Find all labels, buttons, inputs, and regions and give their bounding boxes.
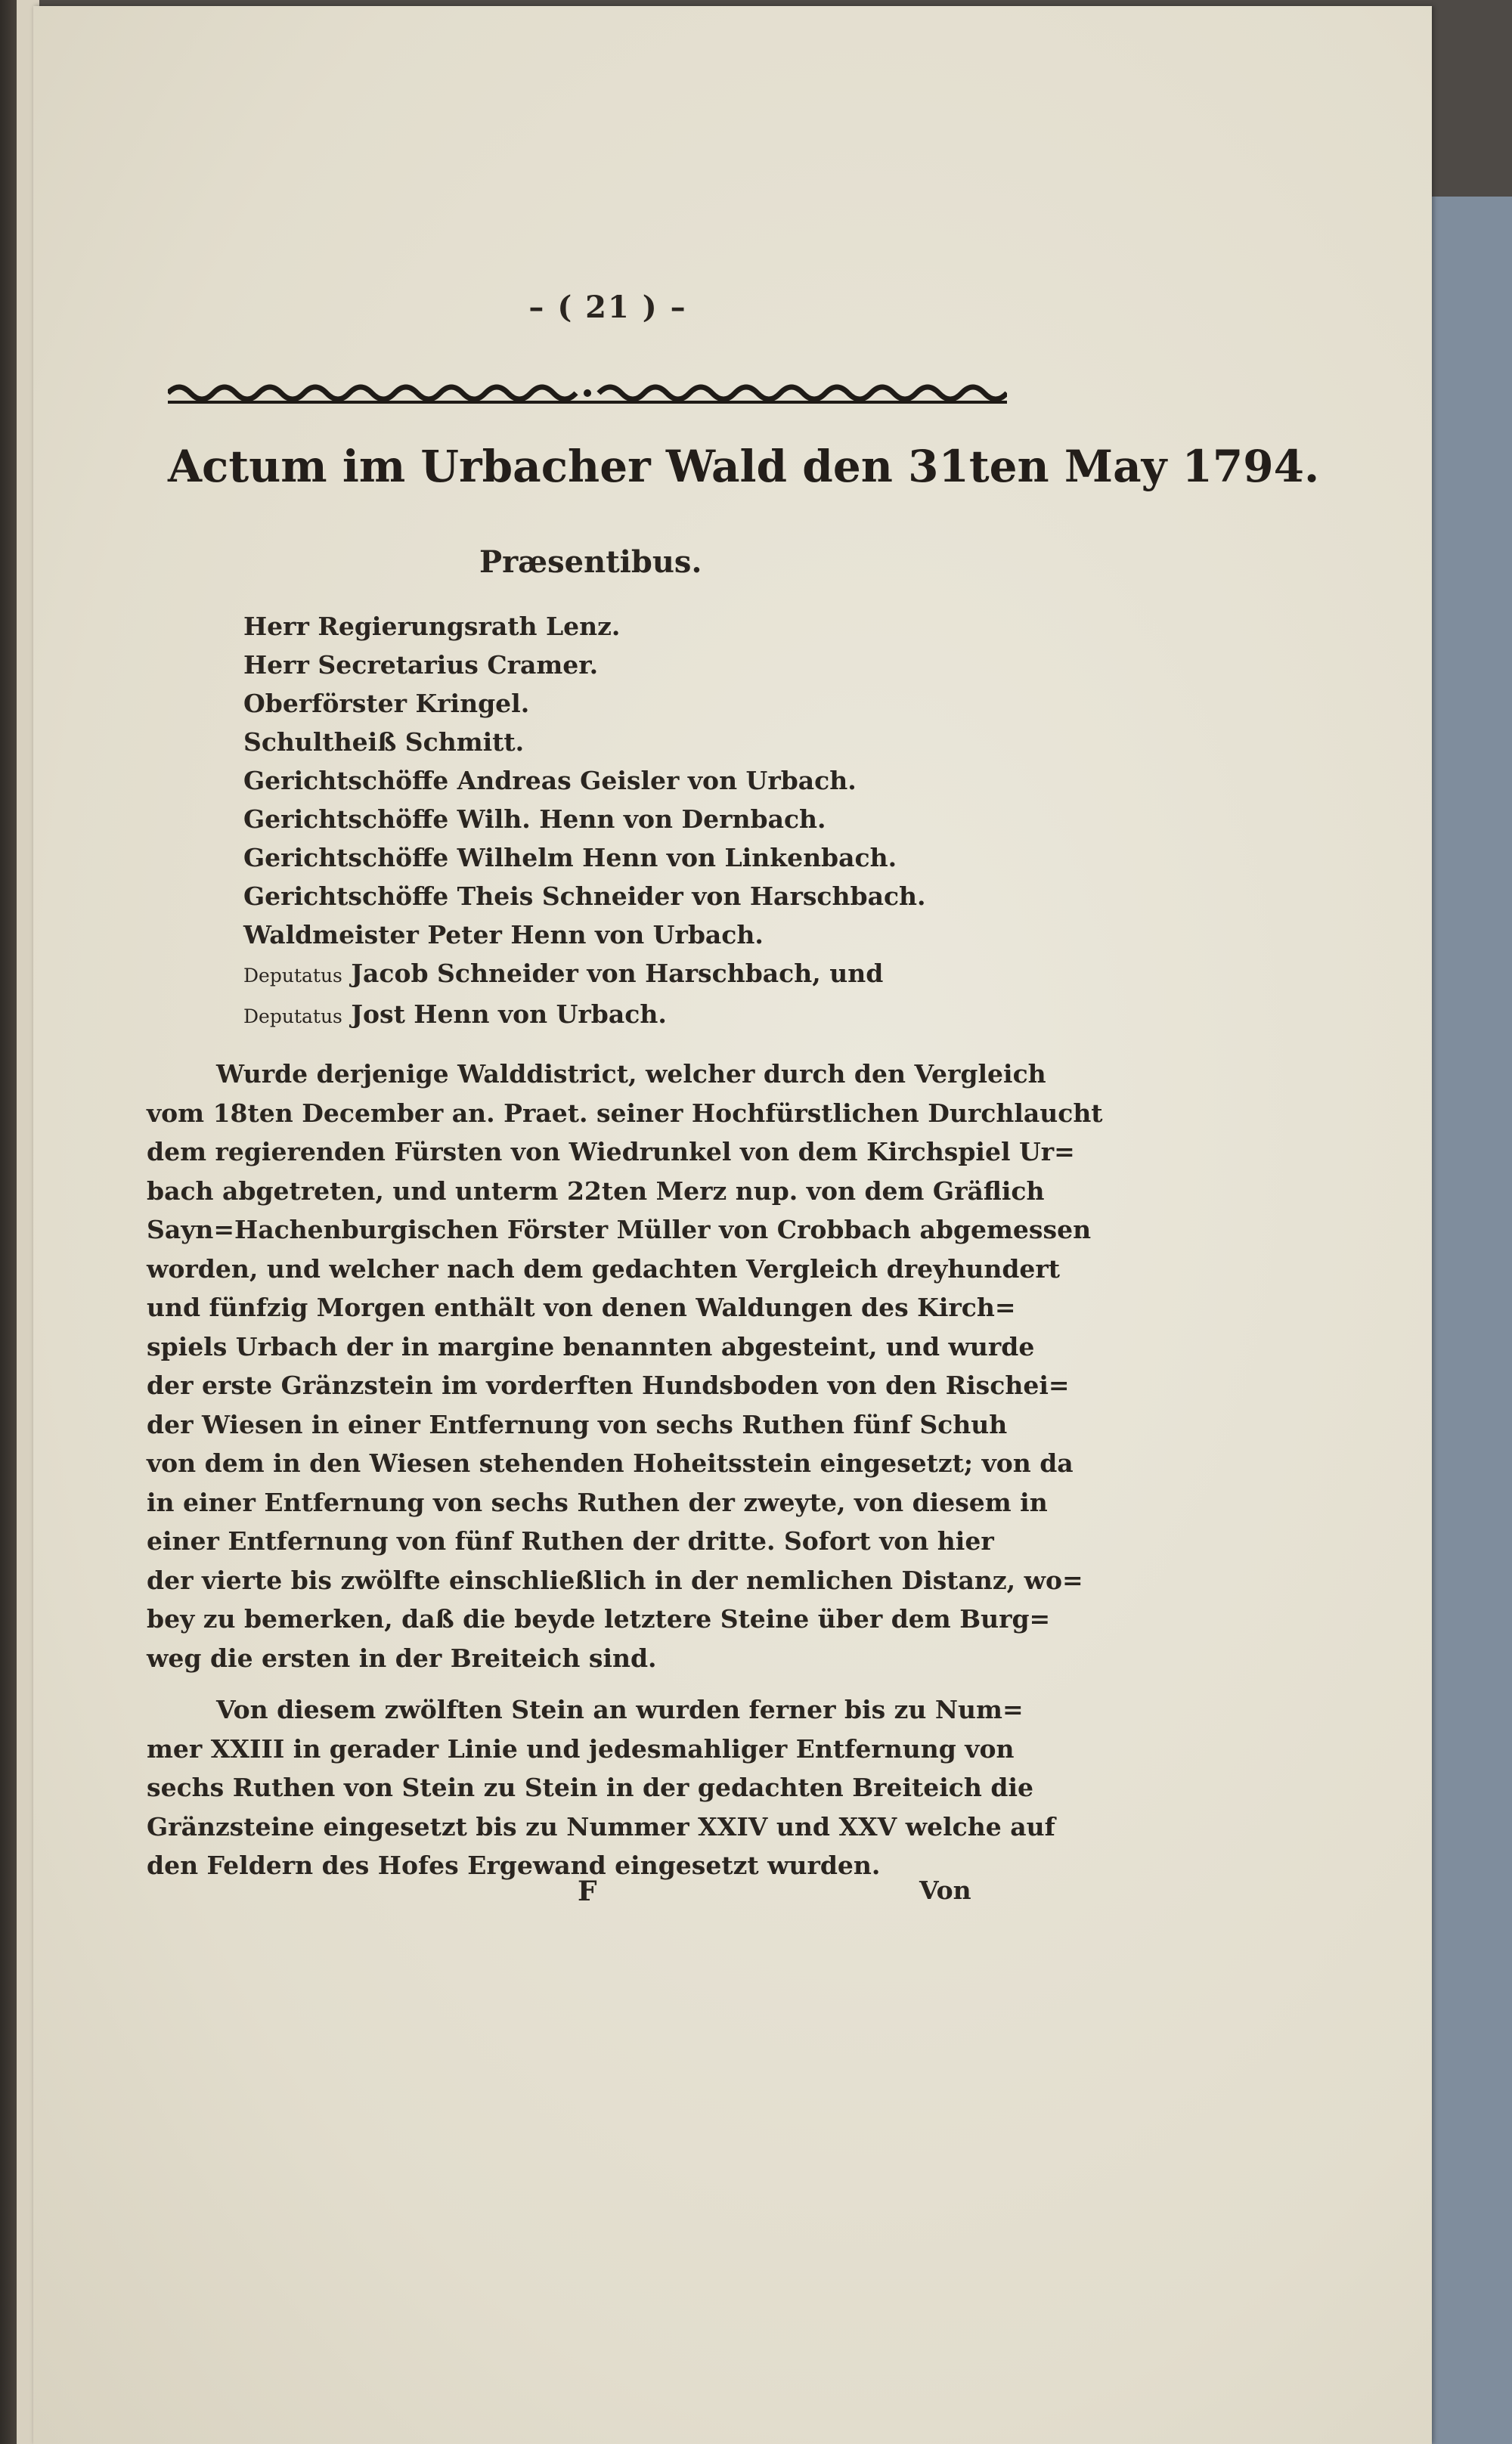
- attendee-line: Gerichtschöffe Wilhelm Henn von Linkenbach.: [243, 843, 897, 872]
- text-line: von dem in den Wiesen stehenden Hoheitsstein eingesetzt; von da: [147, 1448, 1074, 1478]
- text-line: sechs Ruthen von Stein zu Stein in der gedachten Breiteich die: [147, 1773, 1033, 1802]
- text-line: Von diesem zwölften Stein an wurden ferner bis zu Num=: [216, 1695, 1024, 1724]
- text-line: und fünfzig Morgen enthält von denen Waldungen des Kirch=: [147, 1293, 1016, 1322]
- text-line: Gränzsteine eingesetzt bis zu Nummer XXIV und XXV welche auf: [147, 1811, 1055, 1842]
- catchword: Von: [919, 1876, 971, 1905]
- text-line: der Wiesen in einer Entfernung von sechs Ruthen fünf Schuh: [147, 1409, 1008, 1439]
- text-line: mer XXIII in gerader Linie und jedesmahliger Entfernung von: [147, 1733, 1015, 1764]
- attendee-line: Deputatus Jacob Schneider von Harschbach, und: [243, 959, 884, 988]
- text-line: Sayn=Hachenburgischen Förster Müller von Crobbach abgemessen: [147, 1215, 1092, 1244]
- text-line: spiels Urbach der in margine benannten abgesteint, und wurde: [147, 1331, 1035, 1361]
- body-paragraph-2: [147, 1690, 1055, 1885]
- attendee-list: [243, 607, 999, 1036]
- attendee-line: Gerichtschöffe Wilh. Henn von Dernbach.: [243, 804, 826, 834]
- text-line: dem regierenden Fürsten von Wiedrunkel von dem Kirchspiel Ur=: [147, 1137, 1075, 1166]
- attendee-line: Gerichtschöffe Theis Schneider von Harschbach.: [243, 881, 926, 911]
- attendee-line: Gerichtschöffe Andreas Geisler von Urbach.: [243, 766, 857, 795]
- decorative-rule: [168, 378, 1007, 408]
- page-number-header: – ( 21 ) –: [528, 290, 687, 325]
- body-paragraph-1: [147, 1055, 1103, 1677]
- signature-mark: F: [578, 1876, 597, 1907]
- deputy-prefix: Deputatus: [243, 965, 342, 987]
- deputy-prefix: Deputatus: [243, 1005, 342, 1027]
- text-line: vom 18ten December an. Praet. seiner Hochfürstlichen Durchlaucht: [147, 1098, 1103, 1128]
- text-line: einer Entfernung von fünf Ruthen der dritte. Sofort von hier: [147, 1526, 994, 1556]
- document-title: Actum im Urbacher Wald den 31ten May 1794.: [168, 441, 1320, 492]
- text-line: Wurde derjenige Walddistrict, welcher durch den Vergleich: [216, 1059, 1046, 1089]
- document-page: [33, 6, 1432, 2444]
- text-line: der vierte bis zwölfte einschließlich in der nemlichen Distanz, wo=: [147, 1565, 1083, 1595]
- text-line: der erste Gränzstein im vorderften Hundsboden von den Rischei=: [147, 1371, 1070, 1400]
- attendee-line: Waldmeister Peter Henn von Urbach.: [243, 920, 764, 949]
- text-line: worden, und welcher nach dem gedachten Vergleich dreyhundert: [147, 1253, 1061, 1284]
- attendee-line: Schultheiß Schmitt.: [243, 727, 525, 757]
- attendee-line: Herr Secretarius Cramer.: [243, 650, 599, 680]
- text-line: bach abgetreten, und unterm 22ten Merz nup. von dem Gräflich: [147, 1176, 1045, 1206]
- attendee-line: Oberförster Kringel.: [243, 689, 530, 718]
- text-line: in einer Entfernung von sechs Ruthen der zweyte, von diesem in: [147, 1487, 1048, 1517]
- text-line: den Feldern des Hofes Ergewand eingesetzt wurden.: [147, 1851, 881, 1880]
- text-line: weg die ersten in der Breiteich sind.: [147, 1643, 657, 1673]
- attendee-line: Herr Regierungsrath Lenz.: [243, 612, 621, 641]
- attendees-heading: Præsentibus.: [479, 544, 702, 580]
- text-line: bey zu bemerken, daß die beyde letztere Steine über dem Burg=: [147, 1604, 1051, 1634]
- attendee-line: Deputatus Jost Henn von Urbach.: [243, 999, 667, 1029]
